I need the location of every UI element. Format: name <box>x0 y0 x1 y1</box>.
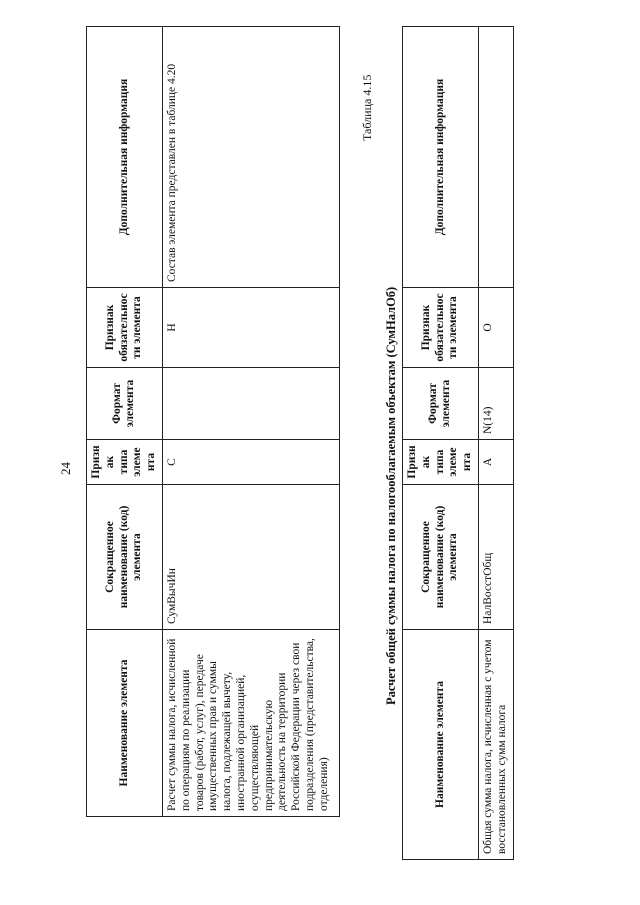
cell-element-required: Н <box>162 288 339 368</box>
table-header-row <box>403 27 479 860</box>
cell-element-code: НалВосстОбщ <box>478 485 513 630</box>
table-caption: Таблица 4.15 <box>360 74 374 141</box>
table-row <box>162 27 339 817</box>
table-title: Расчет общей суммы налога по налогооблагаемым объектам (СумНалОб) <box>384 286 398 705</box>
header-element-code: Сокращенное наименование (код) элемента <box>403 485 479 630</box>
header-additional-info: Дополнительная информация <box>403 27 479 288</box>
table-4-15 <box>402 26 514 860</box>
header-element-type: Признак типа элемента <box>403 440 479 485</box>
header-element-format: Формат элемента <box>87 368 163 440</box>
cell-additional-info: Состав элемента представлен в таблице 4.20 <box>162 27 339 288</box>
header-element-type: Признак типа элемента <box>87 440 163 485</box>
page-number: 24 <box>58 462 73 475</box>
table-row <box>478 27 513 860</box>
header-element-required: Признак обязательности элемента <box>87 288 163 368</box>
table-4-14-continuation <box>86 26 340 817</box>
cell-element-type: А <box>478 440 513 485</box>
cell-element-format: N(14) <box>478 368 513 440</box>
header-additional-info: Дополнительная информация <box>87 27 163 288</box>
cell-element-required: О <box>478 288 513 368</box>
cell-additional-info <box>478 27 513 288</box>
header-element-code: Сокращенное наименование (код) элемента <box>87 485 163 630</box>
header-element-name: Наименование элемента <box>403 630 479 860</box>
cell-element-format <box>162 368 339 440</box>
header-element-name: Наименование элемента <box>87 630 163 817</box>
cell-element-name: Общая сумма налога, исчисленная с учетом восстановленных сумм налога <box>478 630 513 860</box>
cell-element-name: Расчет суммы налога, исчисленной по операциям по реализации товаров (работ, услуг), передаче имущественных прав и суммы налога, подлежащей вычету, иностранной организацией, осуществляющей предпринимательскую деятельность на территории Российской Федерации через свои подразделения (представительства, отделения) <box>162 630 339 817</box>
cell-element-code: СумВычИн <box>162 485 339 630</box>
header-element-format: Формат элемента <box>403 368 479 440</box>
header-element-required: Признак обязательности элемента <box>403 288 479 368</box>
table-header-row <box>87 27 163 817</box>
cell-element-type: С <box>162 440 339 485</box>
